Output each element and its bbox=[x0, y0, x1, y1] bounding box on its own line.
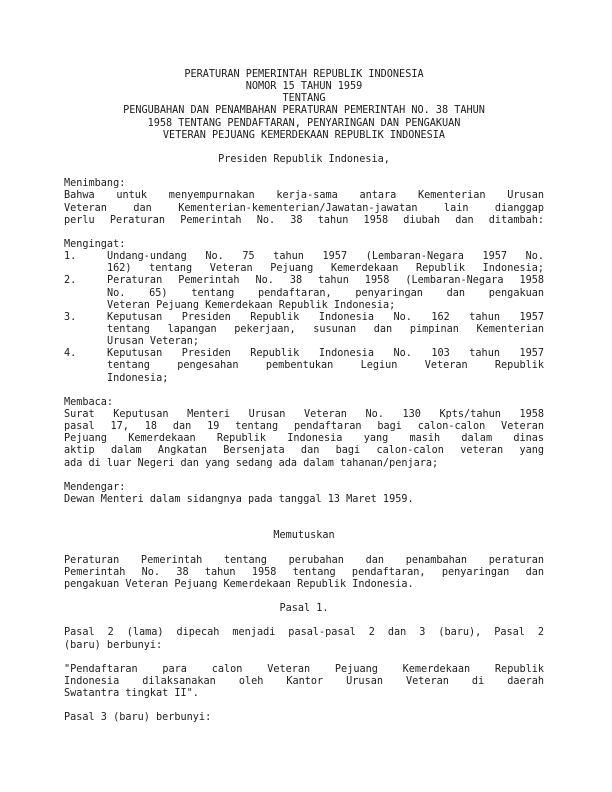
text-line: 2. Peraturan Pemerintah No. 38 tahun 1958 (Lembaran-Negara 1958 bbox=[64, 275, 544, 287]
text-line: (baru) berbunyi: bbox=[64, 639, 163, 651]
pasal-2-quote bbox=[64, 664, 544, 700]
menimbang-section bbox=[64, 178, 544, 227]
pasal-1-intro bbox=[64, 627, 544, 651]
memutuskan-body bbox=[64, 555, 544, 591]
text-line: Urusan Veteran; bbox=[107, 336, 200, 348]
text-line: Indonesia; bbox=[107, 372, 169, 384]
text-line: VETERAN PEJUANG KEMERDEKAAN REPUBLIK INDONESIA bbox=[162, 129, 446, 141]
text-line: Veteran Pejuang Kemerdekaan Republik Indonesia; bbox=[107, 299, 396, 311]
spacer bbox=[64, 227, 544, 239]
text-line: "Pendaftaran para calon Veteran Pejuang Kemerdekaan Republik bbox=[64, 663, 544, 675]
text-line: No. 65) tentang pendaftaran, penyaringan dan pengakuan bbox=[107, 287, 544, 299]
mendengar-section bbox=[64, 482, 544, 506]
spacer bbox=[64, 591, 544, 603]
mengingat-section bbox=[64, 239, 544, 385]
list-number: 2. bbox=[64, 275, 77, 287]
text-line: aktip dalam Angkatan Bersenjata dan bagi calon-calon veteran yang bbox=[64, 445, 544, 457]
text-line: 3. Keputusan Presiden Republik Indonesia No. 162 tahun 1957 bbox=[64, 311, 544, 323]
text-line: tentang pengesahan pembentukan Legiun Veteran Republik bbox=[107, 360, 544, 372]
text-line: Memutuskan bbox=[273, 530, 335, 542]
text-line: 1958 TENTANG PENDAFTARAN, PENYARINGAN DAN PENGAKUAN bbox=[147, 117, 461, 129]
list-number: 3. bbox=[64, 311, 77, 323]
text-line: Membaca: bbox=[64, 396, 114, 408]
spacer bbox=[64, 652, 544, 664]
text-line: Mengingat: bbox=[64, 238, 126, 250]
text-line: Mendengar: bbox=[64, 481, 126, 493]
list-number: 4. bbox=[64, 348, 77, 360]
text-line: Surat Keputusan Menteri Urusan Veteran No. 130 Kpts/tahun 1958 bbox=[64, 408, 544, 420]
text-line: 1. Undang-undang No. 75 tahun 1957 (Lembaran-Negara 1957 No. bbox=[64, 251, 544, 263]
text-line: perlu Peraturan Pemerintah No. 38 tahun 1958 diubah dan ditambah: bbox=[64, 214, 544, 226]
pasal-3-intro bbox=[64, 712, 544, 724]
text-line: Menimbang: bbox=[64, 178, 126, 190]
spacer bbox=[64, 543, 544, 555]
text-line: Pejuang Kemerdekaan Republik Indonesia yang masih dalam dinas bbox=[64, 433, 544, 445]
text-line: PENGUBAHAN DAN PENAMBAHAN PERATURAN PEMERINTAH NO. 38 TAHUN bbox=[123, 105, 485, 117]
text-line: TENTANG bbox=[282, 93, 326, 105]
text-line: Indonesia dilaksanakan oleh Kantor Urusan Veteran di daerah bbox=[64, 676, 544, 688]
text-line: pengakuan Veteran Pejuang Kemerdekaan Republik Indonesia. bbox=[64, 578, 414, 590]
text-line: ada di luar Negeri dan yang sedang ada dalam tahanan/penjara; bbox=[64, 457, 439, 469]
pasal-1-heading bbox=[64, 603, 544, 615]
spacer bbox=[64, 700, 544, 712]
text-line: pasal 17, 18 dan 19 tentang pendaftaran bagi calon-calon Veteran bbox=[64, 421, 544, 433]
text-line: Pemerintah No. 38 tahun 1958 tentang pendaftaran, penyaringan dan bbox=[64, 566, 544, 578]
list-number: 1. bbox=[64, 251, 77, 263]
spacer bbox=[64, 385, 544, 397]
text-line: Bahwa untuk menyempurnakan kerja-sama antara Kementerian Urusan bbox=[64, 190, 544, 202]
text-line: 4. Keputusan Presiden Republik Indonesia No. 103 tahun 1957 bbox=[64, 348, 544, 360]
membaca-section bbox=[64, 397, 544, 470]
text-line: Swatantra tingkat II". bbox=[64, 688, 199, 700]
text-line: Dewan Menteri dalam sidangnya pada tanggal 13 Maret 1959. bbox=[64, 493, 414, 505]
spacer bbox=[64, 142, 544, 154]
title-block bbox=[64, 69, 544, 142]
memutuskan-heading bbox=[64, 530, 544, 542]
spacer bbox=[64, 470, 544, 482]
text-line: PERATURAN PEMERINTAH REPUBLIK INDONESIA bbox=[184, 69, 424, 80]
text-line: Presiden Republik Indonesia, bbox=[218, 153, 390, 165]
text-line: Peraturan Pemerintah tentang perubahan dan penambahan peraturan bbox=[64, 554, 544, 566]
spacer bbox=[64, 506, 544, 530]
document-body bbox=[64, 69, 544, 725]
text-line: Pasal 1. bbox=[279, 603, 329, 615]
text-line: Veteran dan Kementerian-kementerian/Jawatan-jawatan lain dianggap bbox=[64, 202, 544, 214]
salutation bbox=[64, 154, 544, 166]
text-line: Pasal 2 (lama) dipecah menjadi pasal-pasal 2 dan 3 (baru), Pasal 2 bbox=[64, 627, 544, 639]
text-line: tentang lapangan pekerjaan, susunan dan pimpinan Kementerian bbox=[107, 323, 544, 335]
text-line: NOMOR 15 TAHUN 1959 bbox=[245, 81, 363, 93]
spacer bbox=[64, 166, 544, 178]
text-line: Pasal 3 (baru) berbunyi: bbox=[64, 712, 212, 724]
spacer bbox=[64, 615, 544, 627]
text-line: 162) tentang Veteran Pejuang Kemerdekaan Republik Indonesia; bbox=[107, 263, 544, 275]
